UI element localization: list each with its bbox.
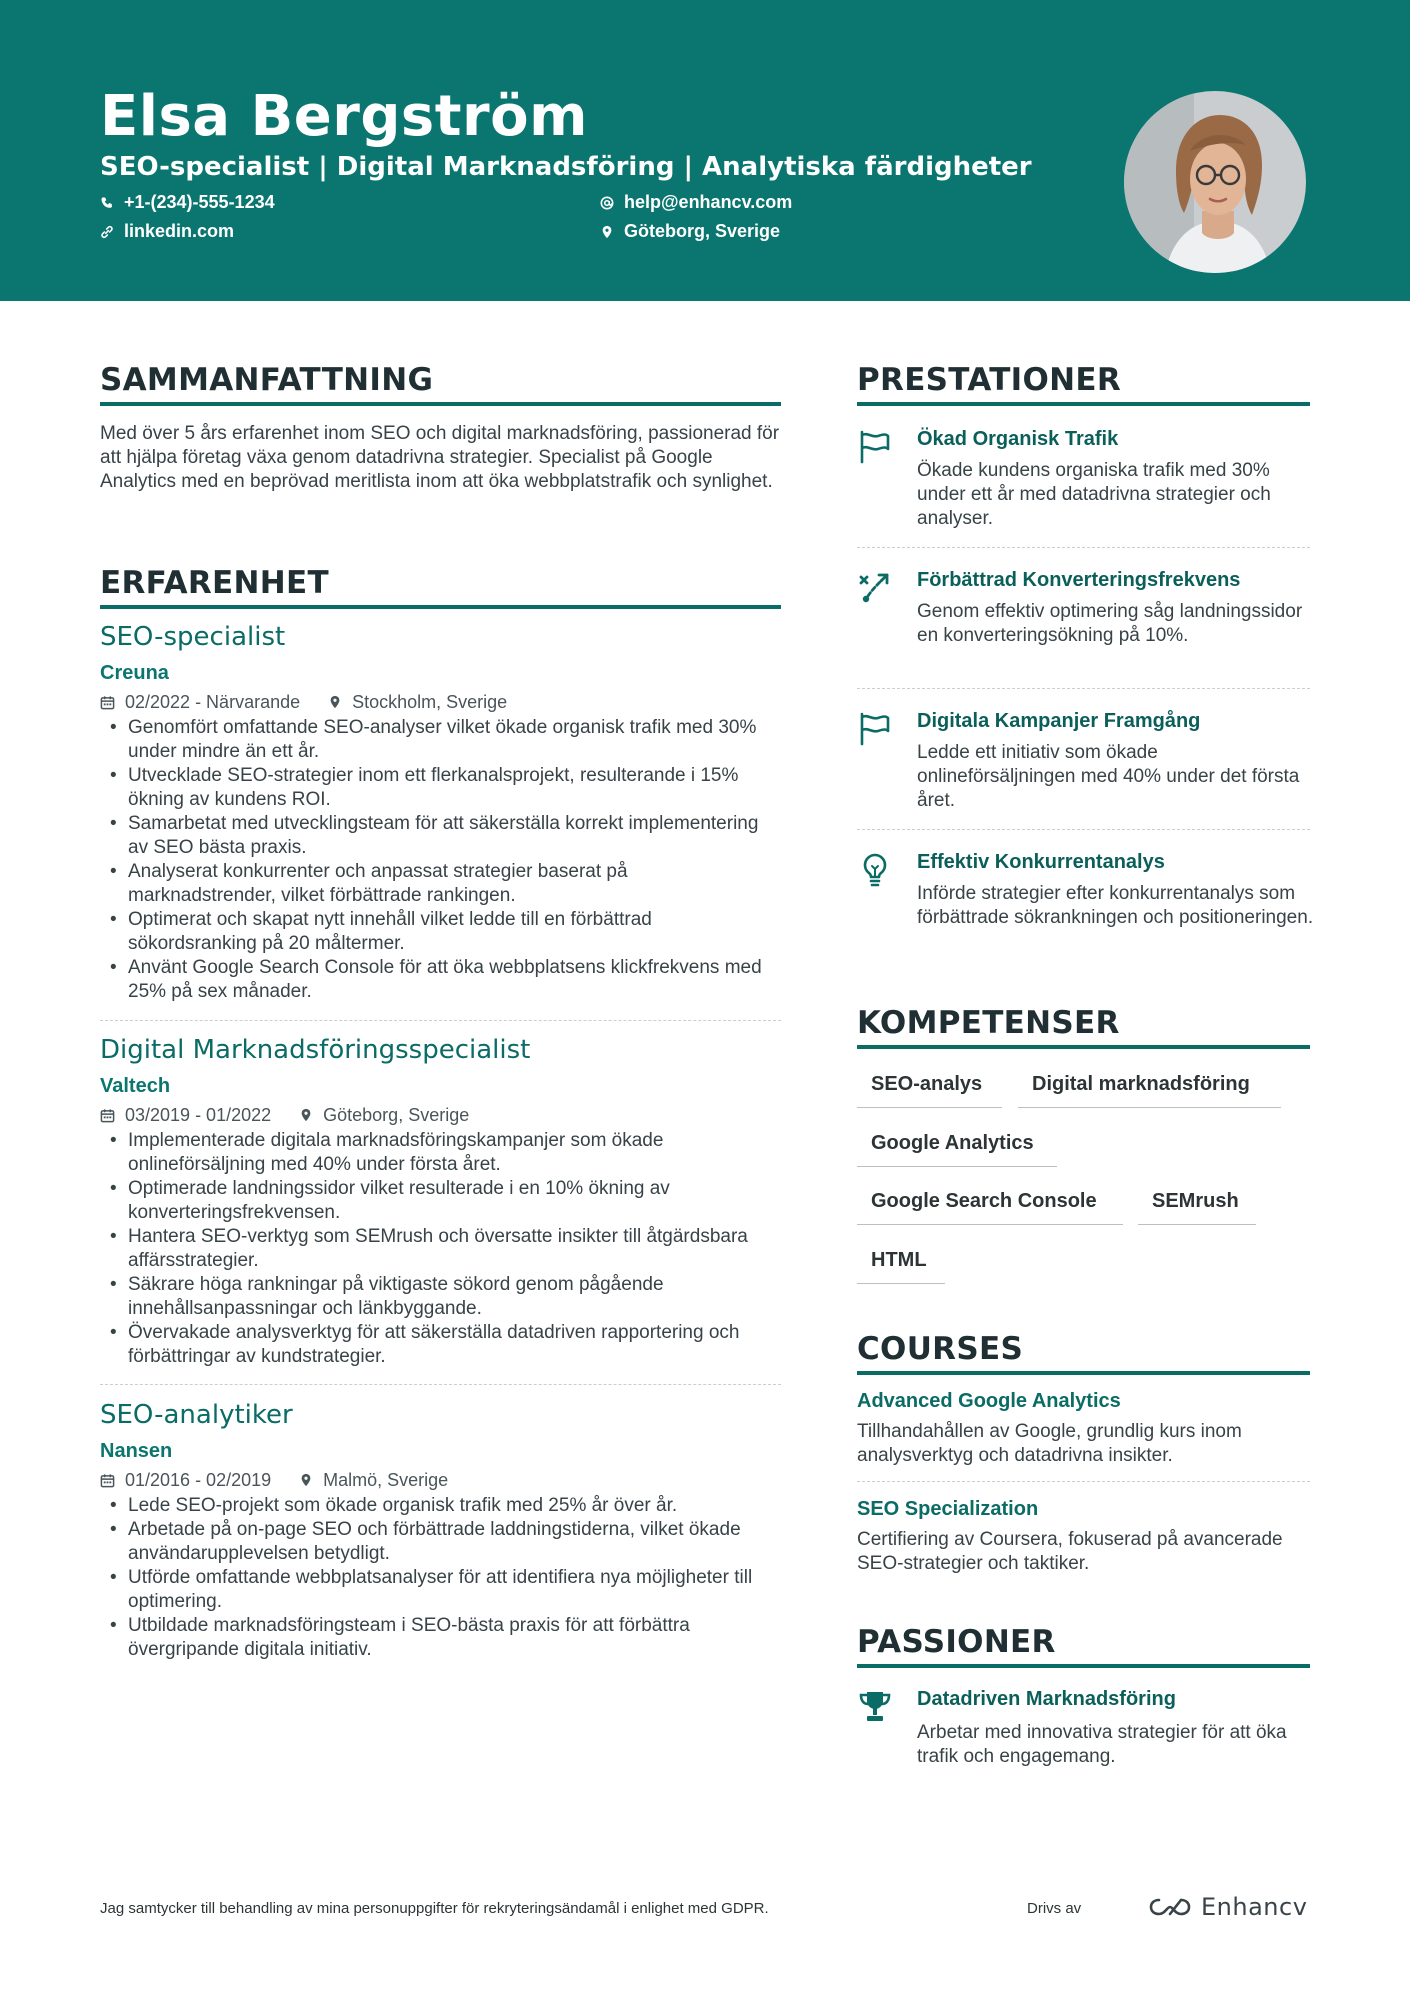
job-bullet: • Använt Google Search Console för att öka webbplatsens klickfrekvens med 25% på sex månader. [100,956,780,1004]
job-location-text: Stockholm, Sverige [352,692,508,712]
achievement-title: Effektiv Konkurrentanalys [917,851,1165,873]
job-bullet: • Optimerat och skapat nytt innehåll vilket ledde till en förbättrad sökordsranking på 20 måltermer. [100,908,780,956]
job-company: Creuna [100,662,169,684]
powered-by-label: Drivs av [1027,1900,1082,1917]
job-company: Nansen [100,1440,173,1462]
skill-tag: SEO-analys [857,1066,1002,1108]
job-title: SEO-analytiker [100,1400,293,1430]
job-location [299,1101,469,1129]
job-bullet: • Analyserat konkurrenter och anpassat strategier baserat på marknadstrender, vilket förbättrade rankingen. [100,860,780,908]
courses-rule [857,1371,1310,1375]
job-title: SEO-specialist [100,622,286,652]
course-title: SEO Specialization [857,1498,1039,1520]
skill-tag: HTML [857,1242,945,1284]
at-sign-icon [600,196,614,210]
skill-tag: Google Search Console [857,1183,1123,1225]
profile-photo [1121,88,1309,276]
achievement-item [857,425,1310,535]
job-bullet: • Lede SEO-projekt som ökade organisk trafik med 25% år över år. [100,1494,780,1518]
route-icon [857,570,893,606]
job-bullet: • Hantera SEO-verktyg som SEMrush och översatte insikter till åtgärdsbara affärsstrategier. [100,1225,780,1273]
avatar-illustration [1124,91,1309,276]
phone-icon [100,196,114,210]
divider [100,1020,781,1021]
skills-heading: KOMPETENSER [857,1005,1120,1041]
divider [100,1384,781,1385]
job-bullet: • Optimerade landningssidor vilket resulterade i en 10% ökning av konverteringsfrekvensen. [100,1177,780,1225]
job-dates [100,1101,271,1129]
job-entry [100,1398,780,1662]
courses-heading: COURSES [857,1331,1024,1367]
summary-text: Med över 5 års erfarenhet inom SEO och digital marknadsföring, passionerad för att hjälpa företag växa genom datadrivna strategier. Specialist på Google Analytics med en beprövad meritlista inom att öka webbplatstrafik och synlighet. [100,423,780,492]
job-location [328,688,507,716]
achievement-title: Förbättrad Konverteringsfrekvens [917,569,1241,591]
course-title: Advanced Google Analytics [857,1390,1121,1412]
job-meta [100,1101,780,1129]
achievement-desc: Ökade kundens organiska trafik med 30% under ett år med datadrivna strategier och analyser. [917,460,1271,529]
achievement-desc: Ledde ett initiativ som ökade onlineförsäljningen med 40% under det första året. [917,742,1300,811]
achievements-rule [857,402,1310,406]
contact-location [600,221,780,242]
passions-rule [857,1664,1310,1668]
location-pin-icon [299,1472,313,1488]
job-entry [100,620,780,1004]
job-bullet: • Arbetade på on-page SEO och förbättrade laddningstiderna, vilket ökade användarupplevelsen betydligt. [100,1518,780,1566]
passions-heading: PASSIONER [857,1624,1056,1660]
job-location-text: Malmö, Sverige [323,1470,449,1490]
achievement-title: Ökad Organisk Trafik [917,428,1119,450]
achievement-item [857,707,1310,817]
job-bullets [100,1494,780,1662]
summary-rule [100,402,781,406]
skill-tag: Google Analytics [857,1125,1057,1167]
passion-desc: Arbetar med innovativa strategier för att öka trafik och engagemang. [917,1722,1287,1767]
job-bullets [100,1129,780,1369]
course-desc: Certifiering av Coursera, fokuserad på avancerade SEO-strategier och taktiker. [857,1529,1283,1574]
achievement-desc: Införde strategier efter konkurrentanalys som förbättrade sökrankningen och positioneringen. [917,883,1314,928]
divider [857,829,1310,830]
job-meta [100,1466,780,1494]
contact-linkedin[interactable] [100,221,234,242]
job-title: Digital Marknadsföringsspecialist [100,1035,531,1065]
job-bullet: • Utbildade marknadsföringsteam i SEO-bästa praxis för att förbättra övergripande digitala initiativ. [100,1614,780,1662]
flag-icon [857,429,893,465]
calendar-icon [100,1473,115,1488]
header-banner [0,0,1410,301]
job-bullet: • Samarbetat med utvecklingsteam för att säkerställa korrekt implementering av SEO bästa praxis. [100,812,780,860]
location-pin-icon [328,694,342,710]
job-bullet: • Implementerade digitala marknadsföringskampanjer som ökade onlineförsäljning med 40% under första året. [100,1129,780,1177]
lightbulb-icon [857,852,893,888]
experience-rule [100,605,781,609]
experience-heading: ERFARENHET [100,565,329,601]
infinity-logo-icon [1147,1896,1193,1918]
job-location [299,1466,448,1494]
candidate-name: Elsa Bergström [100,84,588,149]
location-pin-icon [299,1107,313,1123]
enhancv-logo-text: Enhancv [1201,1893,1308,1921]
job-bullet: • Utförde omfattande webbplatsanalyser för att identifiera nya möjligheter till optimering. [100,1566,780,1614]
divider [857,547,1310,548]
location-pin-icon [600,225,614,239]
contact-phone[interactable] [100,192,275,213]
job-bullet: • Säkrare höga rankningar på viktigaste sökord genom pågående innehållsanpassningar och länkbyggande. [100,1273,780,1321]
email-text: help@enhancv.com [624,192,793,212]
achievement-item [857,848,1314,958]
achievements-heading: PRESTATIONER [857,362,1122,398]
contact-email[interactable] [600,192,792,213]
job-entry [100,1033,780,1369]
job-dates-text: 03/2019 - 01/2022 [125,1105,272,1125]
job-dates [100,1466,271,1494]
job-company: Valtech [100,1075,171,1097]
job-bullet: • Övervakade analysverktyg för att säkerställa datadriven rapportering och förbättringar av kundstrategier. [100,1321,780,1369]
location-text: Göteborg, Sverige [624,221,781,241]
divider [857,1481,1310,1482]
trophy-icon [857,1689,893,1725]
job-dates [100,688,300,716]
gdpr-consent: Jag samtycker till behandling av mina personuppgifter för rekryteringsändamål i enlighet med GDPR. [100,1900,769,1917]
job-meta [100,688,780,716]
course-desc: Tillhandahållen av Google, grundlig kurs inom analysverktyg och datadrivna insikter. [857,1421,1242,1466]
job-dates-text: 01/2016 - 02/2019 [125,1470,272,1490]
phone-text: +1-(234)-555-1234 [124,192,275,212]
link-icon [100,225,114,239]
calendar-icon [100,1108,115,1123]
calendar-icon [100,695,115,710]
enhancv-logo[interactable] [1147,1893,1307,1921]
linkedin-text: linkedin.com [124,221,235,241]
job-dates-text: 02/2022 - Närvarande [125,692,301,712]
achievement-desc: Genom effektiv optimering såg landningssidor en konverteringsökning på 10%. [917,601,1303,646]
flag-icon [857,711,893,747]
passion-title: Datadriven Marknadsföring [917,1688,1176,1710]
job-location-text: Göteborg, Sverige [323,1105,470,1125]
divider [857,688,1310,689]
candidate-headline: SEO-specialist | Digital Marknadsföring | Analytiska färdigheter [100,152,1032,182]
skill-tag: SEMrush [1138,1183,1256,1225]
passion-item [857,1685,1310,1775]
summary-heading: SAMMANFATTNING [100,362,434,398]
achievement-title: Digitala Kampanjer Framgång [917,710,1201,732]
job-bullet: • Utvecklade SEO-strategier inom ett flerkanalsprojekt, resulterande i 15% ökning av kundens ROI. [100,764,780,812]
skill-tag: Digital marknadsföring [1018,1066,1281,1108]
job-bullet: • Genomfört omfattande SEO-analyser vilket ökade organisk trafik med 30% under mindre än ett år. [100,716,780,764]
skills-rule [857,1045,1310,1049]
job-bullets [100,716,780,1004]
achievement-item [857,566,1310,676]
